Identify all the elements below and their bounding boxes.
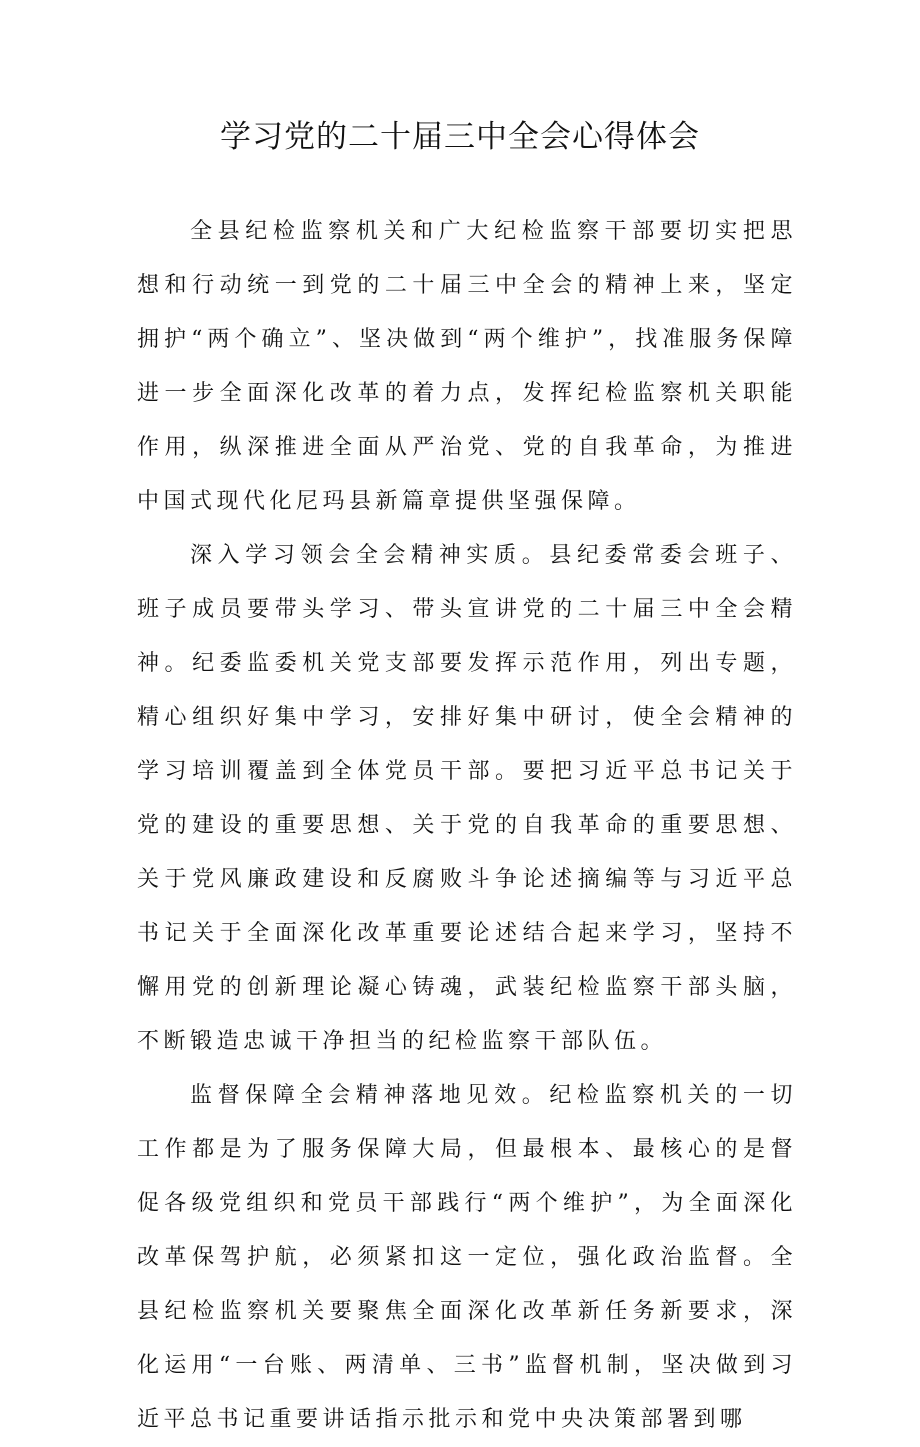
paragraph-1: 全县纪检监察机关和广大纪检监察干部要切实把思想和行动统一到党的二十届三中全会的精神上来，坚定拥护“两个确立”、坚决做到“两个维护”，找准服务保障进一步全面深化改革的着力点，发挥纪检监察机关职能作用，纵深推进全面从严治党、党的自我革命，为推进中国式现代化尼玛县新篇章提供坚强保障。 [137,219,797,514]
document-body [137,205,797,1447]
paragraph-3: 监督保障全会精神落地见效。纪检监察机关的一切工作都是为了服务保障大局，但最根本、最核心的是督促各级党组织和党员干部践行“两个维护”，为全面深化改革保驾护航，必须紧扣这一定位，强化政治监督。全县纪检监察机关要聚焦全面深化改革新任务新要求，深化运用“一台账、两清单、三书”监督机制，坚决做到习近平总书记重要讲话指示批示和党中央决策部署到哪 [137,1083,797,1432]
document-title: 学习党的二十届三中全会心得体会 [220,119,700,155]
paragraph-2: 深入学习领会全会精神实质。县纪委常委会班子、班子成员要带头学习、带头宣讲党的二十届三中全会精神。纪委监委机关党支部要发挥示范作用，列出专题，精心组织好集中学习，安排好集中研讨，使全会精神的学习培训覆盖到全体党员干部。要把习近平总书记关于党的建设的重要思想、关于党的自我革命的重要思想、关于党风廉政建设和反腐败斗争论述摘编等与习近平总书记关于全面深化改革重要论述结合起来学习，坚持不懈用党的创新理论凝心铸魂，武装纪检监察干部头脑，不断锻造忠诚干净担当的纪检监察干部队伍。 [137,543,797,1054]
